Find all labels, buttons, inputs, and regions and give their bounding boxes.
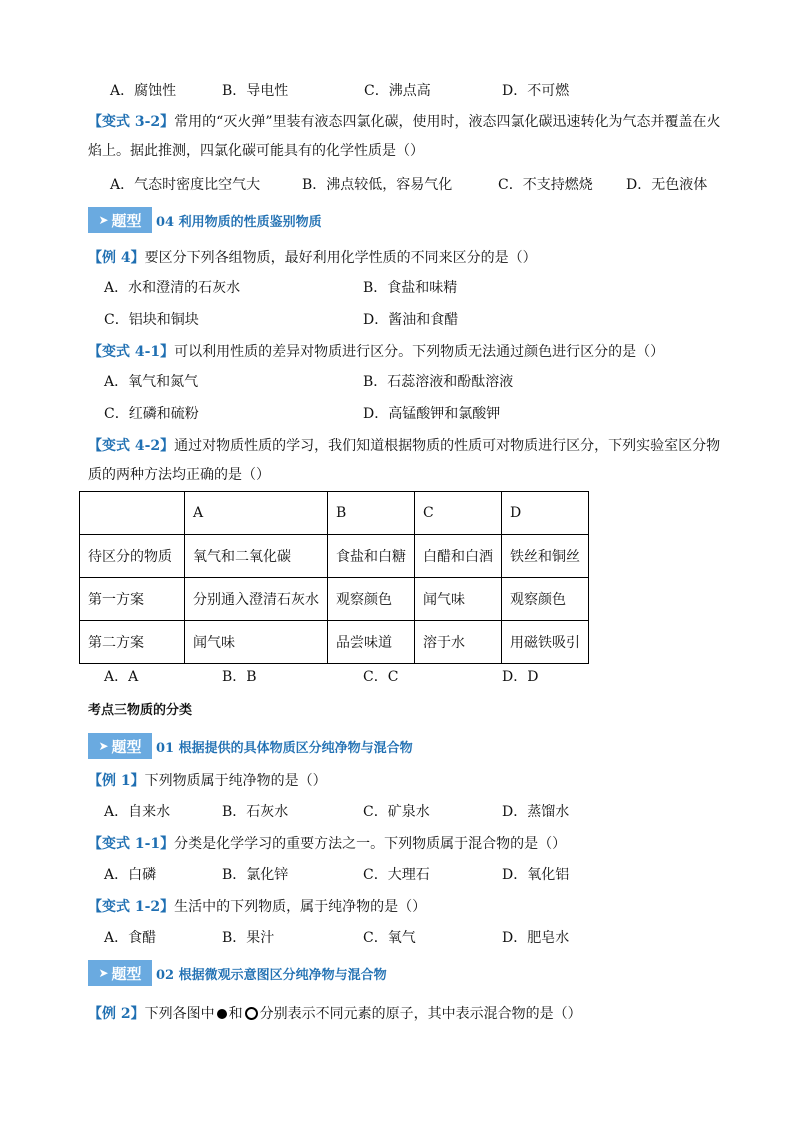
option-b: B．果汁 [222, 930, 275, 946]
section-title: 04 利用物质的性质鉴别物质 [156, 214, 322, 230]
option-a: A．A [104, 669, 139, 685]
option-b: B．氯化锌 [222, 867, 289, 883]
table-cell: 第二方案 [80, 621, 185, 664]
question-text-post: 分别表示不同元素的原子，其中表示混合物的是（） [259, 1006, 582, 1022]
question-v42-line2: 质的两种方法均正确的是（） [88, 467, 270, 483]
table-cell: 第一方案 [80, 578, 185, 621]
question-text: 常用的“灭火弹”里装有液态四氯化碳，使用时，液态四氯化碳迅速转化为气态并覆盖在火 [174, 114, 721, 130]
question-text: 要区分下列各组物质，最好利用化学性质的不同来区分的是（） [144, 250, 537, 266]
option-d: D．肥皂水 [502, 930, 570, 946]
table-cell: 白醋和白酒 [415, 535, 502, 578]
table-cell: 闻气味 [185, 621, 328, 664]
hollow-atom-icon [245, 1007, 258, 1020]
option-d: D．不可燃 [502, 83, 570, 99]
section-title: 01 根据提供的具体物质区分纯净物与混合物 [156, 740, 413, 756]
option-d: D．高锰酸钾和氯酸钾 [363, 406, 501, 422]
question-type-badge: ➤ 题型 [88, 207, 152, 233]
question-type-badge: ➤ 题型 [88, 733, 152, 759]
table-cell: 待区分的物质 [80, 535, 185, 578]
question-e1 [88, 769, 718, 793]
question-e2 [88, 1002, 718, 1026]
option-a: A．气态时密度比空气大 [110, 177, 261, 193]
option-b: B．导电性 [222, 83, 289, 99]
question-tag: 【例 1】 [88, 773, 145, 789]
table-cell: 观察颜色 [502, 578, 589, 621]
table-header-row [80, 492, 589, 535]
option-b: B．食盐和味精 [363, 280, 458, 296]
table-cell: 闻气味 [415, 578, 502, 621]
option-d: D．蒸馏水 [502, 804, 570, 820]
key-point-title: 考点三物质的分类 [88, 703, 193, 718]
table-cell: 氧气和二氧化碳 [185, 535, 328, 578]
arrow-icon: ➤ [98, 213, 109, 227]
table-row [80, 535, 589, 578]
table-cell: D [502, 492, 589, 535]
option-c: C．矿泉水 [363, 804, 430, 820]
question-text: 分类是化学学习的重要方法之一。下列物质属于混合物的是（） [174, 836, 567, 852]
option-b: B．沸点较低，容易气化 [302, 177, 453, 193]
section-heading-04 [88, 207, 322, 233]
table-cell: 溶于水 [415, 621, 502, 664]
option-a: A．氧气和氮气 [104, 374, 199, 390]
question-tag: 【变式 1-2】 [88, 899, 175, 915]
option-a: A．食醋 [104, 930, 157, 946]
table-row [80, 578, 589, 621]
option-d: D．无色液体 [626, 177, 708, 193]
question-type-badge: ➤ 题型 [88, 960, 152, 986]
option-b: B．石灰水 [222, 804, 289, 820]
option-a: A．白磷 [104, 867, 157, 883]
comparison-table [79, 491, 589, 664]
table-cell: C [415, 492, 502, 535]
option-c: C．铝块和铜块 [104, 312, 199, 328]
option-c: C．C [363, 669, 399, 685]
question-text: 生活中的下列物质，属于纯净物的是（） [174, 899, 427, 915]
section-heading-01 [88, 733, 413, 759]
option-a: A．水和澄清的石灰水 [104, 280, 241, 296]
option-c: C．大理石 [363, 867, 430, 883]
question-tag: 【例 2】 [88, 1006, 145, 1022]
question-text: 通过对物质性质的学习，我们知道根据物质的性质可对物质进行区分，下列实验室区分物 [174, 438, 721, 454]
table-cell [80, 492, 185, 535]
filled-atom-icon [217, 1009, 227, 1019]
option-c: C．红磷和硫粉 [104, 406, 199, 422]
option-d: D．D [502, 669, 539, 685]
table-cell: 观察颜色 [328, 578, 415, 621]
question-v32-line2: 焰上。据此推测，四氯化碳可能具有的化学性质是（） [88, 143, 424, 159]
question-text: 可以利用性质的差异对物质进行区分。下列物质无法通过颜色进行区分的是（） [174, 344, 665, 360]
option-a: A．自来水 [104, 804, 171, 820]
question-tag: 【变式 4-2】 [88, 438, 175, 454]
question-v11 [88, 832, 718, 856]
question-v41 [88, 340, 718, 364]
section-title: 02 根据微观示意图区分纯净物与混合物 [156, 967, 387, 983]
option-c: C．沸点高 [364, 83, 431, 99]
question-tag: 【变式 3-2】 [88, 114, 175, 130]
arrow-icon: ➤ [98, 966, 109, 980]
option-d: D．氧化铝 [502, 867, 570, 883]
option-b: B．B [222, 669, 257, 685]
question-v42-line1 [88, 434, 721, 458]
option-b: B．石蕊溶液和酚酞溶液 [363, 374, 514, 390]
question-text: 下列物质属于纯净物的是（） [144, 773, 327, 789]
table-cell: 用磁铁吸引 [502, 621, 589, 664]
table-cell: B [328, 492, 415, 535]
section-heading-02 [88, 960, 387, 986]
question-e4 [88, 246, 718, 270]
question-v12 [88, 895, 718, 919]
option-a: A．腐蚀性 [110, 83, 177, 99]
option-c: C．不支持燃烧 [498, 177, 593, 193]
arrow-icon: ➤ [98, 739, 109, 753]
question-text-mid: 和 [228, 1006, 243, 1022]
question-text-pre: 下列各图中 [144, 1006, 215, 1022]
option-d: D．酱油和食醋 [363, 312, 459, 328]
option-c: C．氧气 [363, 930, 416, 946]
table-cell: A [185, 492, 328, 535]
table-cell: 分别通入澄清石灰水 [185, 578, 328, 621]
table-cell: 食盐和白糖 [328, 535, 415, 578]
question-tag: 【变式 4-1】 [88, 344, 175, 360]
table-cell: 铁丝和铜丝 [502, 535, 589, 578]
question-tag: 【例 4】 [88, 250, 145, 266]
table-row [80, 621, 589, 664]
question-v32-line1 [88, 110, 721, 134]
table-cell: 品尝味道 [328, 621, 415, 664]
question-tag: 【变式 1-1】 [88, 836, 175, 852]
